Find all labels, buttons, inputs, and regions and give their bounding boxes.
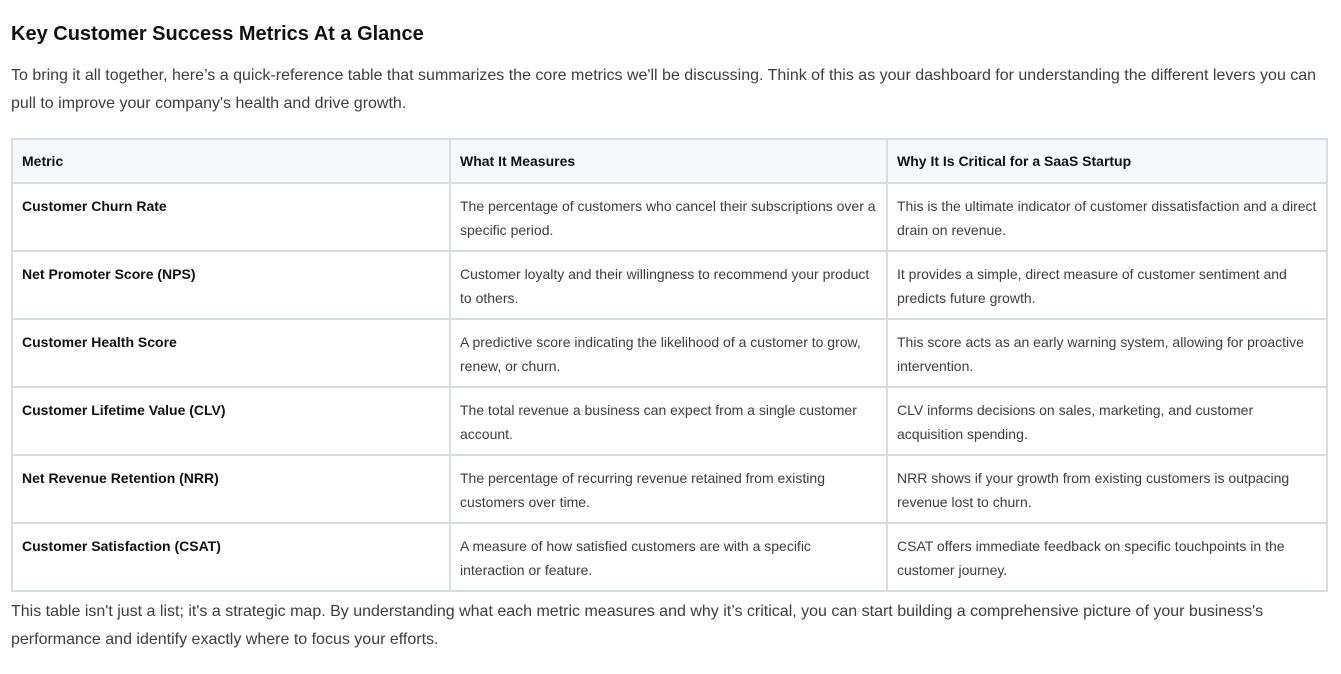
measure-cell: The total revenue a business can expect from a single customer account. — [450, 387, 887, 455]
outro-paragraph: This table isn't just a list; it's a strategic map. By understanding what each metric measures and why it’s critical, you can start building a comprehensive picture of your business's performance and identify exactly where to focus your efforts. — [11, 603, 1264, 648]
metric-name-cell: Customer Satisfaction (CSAT) — [12, 523, 450, 591]
importance-cell: CLV informs decisions on sales, marketing, and customer acquisition spending. — [887, 387, 1327, 455]
table-row — [12, 319, 1327, 387]
metric-name-cell: Customer Churn Rate — [12, 183, 450, 251]
table-header-row — [12, 139, 1327, 183]
metric-name-cell: Net Promoter Score (NPS) — [12, 251, 450, 319]
metric-name-cell: Customer Lifetime Value (CLV) — [12, 387, 450, 455]
section-title: Key Customer Success Metrics At a Glance — [11, 23, 424, 45]
column-header-metric: Metric — [12, 139, 450, 183]
measure-cell: The percentage of recurring revenue retained from existing customers over time. — [450, 455, 887, 523]
measure-cell: A measure of how satisfied customers are with a specific interaction or feature. — [450, 523, 887, 591]
measure-cell: Customer loyalty and their willingness to recommend your product to others. — [450, 251, 887, 319]
table-row — [12, 523, 1327, 591]
table-row — [12, 183, 1327, 251]
metric-name-cell: Net Revenue Retention (NRR) — [12, 455, 450, 523]
metric-name-cell: Customer Health Score — [12, 319, 450, 387]
table-row — [12, 455, 1327, 523]
table-row — [12, 387, 1327, 455]
measure-cell: The percentage of customers who cancel their subscriptions over a specific period. — [450, 183, 887, 251]
importance-cell: NRR shows if your growth from existing customers is outpacing revenue lost to churn. — [887, 455, 1327, 523]
column-header-what-it-measures: What It Measures — [450, 139, 887, 183]
column-header-why-critical: Why It Is Critical for a SaaS Startup — [887, 139, 1327, 183]
importance-cell: It provides a simple, direct measure of customer sentiment and predicts future growth. — [887, 251, 1327, 319]
intro-paragraph: To bring it all together, here’s a quick-reference table that summarizes the core metrics we'll be discussing. Think of this as your dashboard for understanding the different levers you can pull to improve your company's health and drive growth. — [11, 67, 1317, 112]
importance-cell: This score acts as an early warning system, allowing for proactive intervention. — [887, 319, 1327, 387]
table-row — [12, 251, 1327, 319]
metrics-table — [11, 138, 1328, 592]
measure-cell: A predictive score indicating the likelihood of a customer to grow, renew, or churn. — [450, 319, 887, 387]
importance-cell: CSAT offers immediate feedback on specific touchpoints in the customer journey. — [887, 523, 1327, 591]
importance-cell: This is the ultimate indicator of customer dissatisfaction and a direct drain on revenue. — [887, 183, 1327, 251]
